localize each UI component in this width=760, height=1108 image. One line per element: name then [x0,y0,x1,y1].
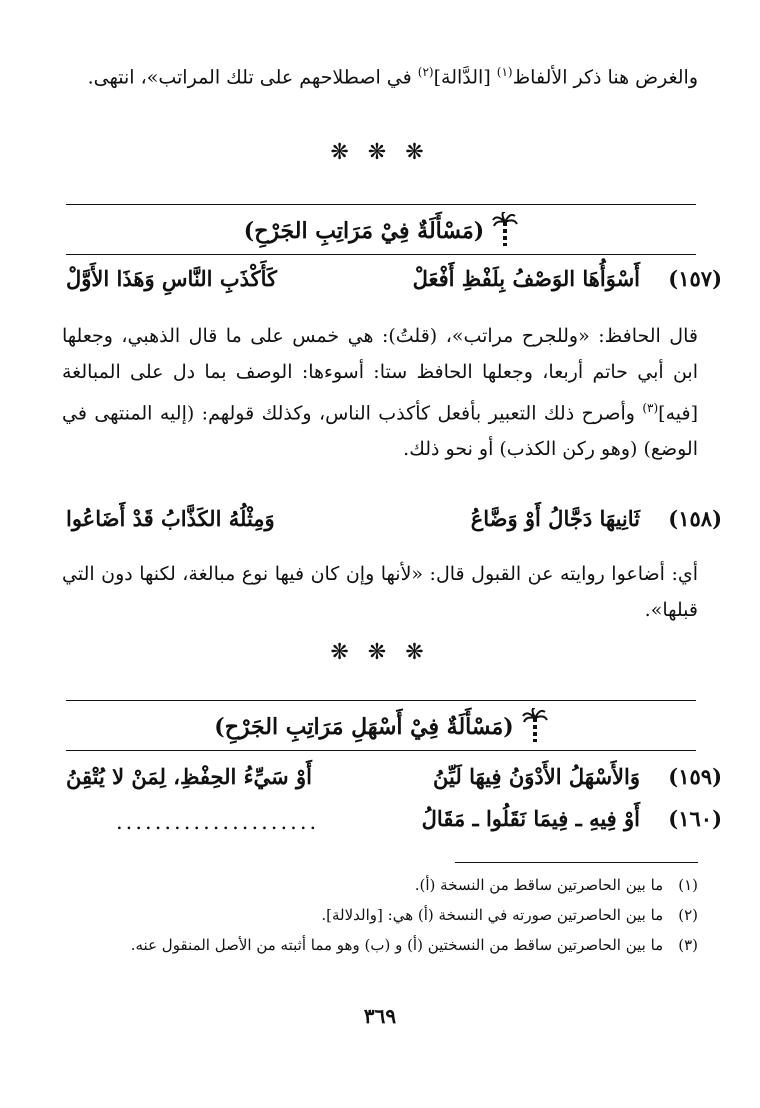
footnote-1 [62,870,698,900]
heading-rule-bottom [66,254,696,255]
footnote-ref-1: (١) [496,65,513,79]
section-separator: ❋ ❋ ❋ [330,640,430,665]
verse-159 [62,764,722,800]
verse-hemistich-2: كَأَكْذَبِ النَّاسِ وَهَذَا الأَوَّلْ [66,266,278,291]
section-heading-1 [66,212,696,252]
footnote-text: ما بين الحاصرتين صورته في النسخة (أ) هي: [والدلالة]. [321,906,664,924]
heading-rule-bottom [66,750,696,751]
verse-number: (١٥٩) [668,764,722,789]
verse-hemistich-2: أَوْ سَيِّءُ الحِفْظِ، لِمَنْ لا يُتْقِنُ [66,764,312,789]
footnote-2 [62,900,698,930]
page-number: ٣٦٩ [363,1004,397,1028]
footnote-text: ما بين الحاصرتين ساقط من النسخة (أ). [414,876,664,894]
footnote-number: (٣) [678,936,698,954]
footnote-3 [62,930,698,960]
footnote-ref-3: (٣) [642,401,659,415]
intro-text-3: في اصطلاحهم على تلك المراتب»، انتهى. [87,66,418,89]
heading-rule-top [66,204,696,205]
section-heading-2 [66,708,696,748]
verse-160 [62,806,722,842]
verse-hemistich-2: وَمِثْلُهُ الكَذَّابُ قَدْ أَضَاعُوا [66,506,275,531]
footnote-ref-2: (٢) [417,65,434,79]
verse-158 [62,506,722,542]
section-heading-1-text: (مَسْأَلَةٌ فِيْ مَرَاتِبِ الجَرْحِ) [243,218,485,244]
footnote-number: (٢) [678,906,698,924]
footnote-number: (١) [678,876,698,894]
palm-ornament-icon [522,708,548,748]
palm-ornament-icon [492,212,518,252]
intro-paragraph [62,54,698,95]
section-heading-2-text: (مَسْأَلَةٌ فِيْ أَسْهَلِ مَرَاتِبِ الجَرْحِ) [214,714,514,740]
verse-number: (١٥٧) [668,266,722,291]
commentary-157-text-2: وأصرح ذلك التعبير بأفعل كأكذب الناس، وكذلك قولهم: (إليه المنتهى في الوضع) (وهو ركن الكذب) أو نحو ذلك. [62,402,698,461]
verse-hemistich-1: أَوْ فِيهِ ـ فِيمَا نَقَلُوا ـ مَقَالُ [421,806,640,831]
intro-text-1: والغرض هنا ذكر الألفاظ [512,66,698,89]
commentary-157-text-1: قال الحافظ: «وللجرح مراتب»، (قلتُ): هي خمس على ما قال الذهبي، وجعلها ابن أبي حاتم أربعا، وجعلها الحافظ ستا: أسوءها: الوصف بما دل على المبالغة [فيه] [62,325,698,425]
verse-hemistich-1: أَسْوَأُهَا الوَصْفُ بِلَفْظِ أَفْعَلْ [412,266,640,291]
footnote-rule [455,862,698,863]
heading-rule-top [66,700,696,701]
footnote-text: ما بين الحاصرتين ساقط من النسختين (أ) و (ب) وهو مما أثبته من الأصل المنقول عنه. [130,936,664,954]
commentary-158: أي: أضاعوا روايته عن القبول قال: «لأنها وإن كان فيها نوع مبالغة، لكنها دون التي قبلها». [62,563,698,621]
verse-number: (١٦٠) [668,806,722,831]
verse-hemistich-1: وَالأَسْهَلُ الأَدْوَنُ فِيهَا لَيِّنُ [433,764,640,789]
commentary-157 [62,318,698,467]
verse-hemistich-1: ثَانِيهَا دَجَّالُ أَوْ وَضَّاعُ [470,506,640,531]
section-separator: ❋ ❋ ❋ [330,140,430,165]
intro-text-2: [الدَّالة] [433,66,497,89]
verse-number: (١٥٨) [668,506,722,531]
verse-157 [62,266,722,302]
verse-continuation-dots: ..................... [116,810,320,834]
